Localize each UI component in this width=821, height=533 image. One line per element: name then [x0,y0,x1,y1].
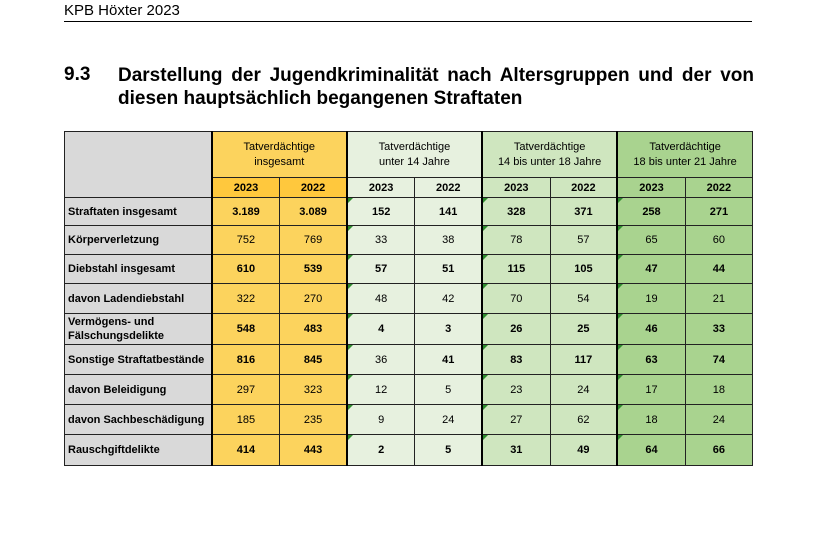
year-header: 2023 [617,178,685,198]
table-cell: 270 [280,284,347,314]
table-cell: 258 [617,198,685,226]
year-header: 2023 [212,178,280,198]
table-cell: 105 [550,255,617,284]
table-cell: 12 [347,375,415,405]
table-cell: 9 [347,405,415,435]
table-cell: 323 [280,375,347,405]
table-cell: 78 [482,226,550,255]
table-cell: 5 [415,375,482,405]
table-cell: 5 [415,435,482,466]
table-cell: 2 [347,435,415,466]
group-header-line1: Tatverdächtige [378,140,451,153]
group-header-18-to-21 [617,132,752,178]
table-cell: 62 [550,405,617,435]
table-cell: 63 [617,345,685,375]
group-header-line2: 14 bis unter 18 Jahre [497,155,602,168]
table-cell: 539 [280,255,347,284]
year-header: 2023 [347,178,415,198]
table-cell: 57 [347,255,415,284]
year-header: 2022 [550,178,617,198]
section-number: 9.3 [64,64,91,85]
table-cell: 371 [550,198,617,226]
table-cell: 185 [212,405,280,435]
table-cell: 64 [617,435,685,466]
row-label: davon Beleidigung [65,375,212,405]
table-cell: 70 [482,284,550,314]
table-cell: 117 [550,345,617,375]
table-cell: 21 [685,284,752,314]
table-cell: 18 [685,375,752,405]
table-cell: 23 [482,375,550,405]
table-cell: 24 [550,375,617,405]
row-label [65,314,212,345]
table-cell: 845 [280,345,347,375]
table-cell: 17 [617,375,685,405]
table-cell: 752 [212,226,280,255]
year-header: 2023 [482,178,550,198]
group-header-line1: Tatverdächtige [243,140,316,153]
table-row [65,314,753,345]
group-header-14-to-18 [482,132,617,178]
row-label: Diebstahl insgesamt [65,255,212,284]
table-cell: 54 [550,284,617,314]
table-cell: 38 [415,226,482,255]
table-cell: 36 [347,345,415,375]
table-cell: 18 [617,405,685,435]
table-cell: 66 [685,435,752,466]
row-label: Straftaten insgesamt [65,198,212,226]
section-title: Darstellung der Jugendkriminalität nach Altersgruppen und der von diesen hauptsächlich begangenen Straftaten [118,65,754,109]
table-cell: 41 [415,345,482,375]
row-label: davon Ladendiebstahl [65,284,212,314]
table-cell: 74 [685,345,752,375]
group-header-line1: Tatverdächtige [513,140,586,153]
table-cell: 816 [212,345,280,375]
table-cell: 24 [685,405,752,435]
group-header-total [212,132,347,178]
table-cell: 48 [347,284,415,314]
table-row [65,435,753,466]
table-cell: 19 [617,284,685,314]
table-cell: 83 [482,345,550,375]
row-label-line1: Vermögens- und [68,316,155,328]
table-cell: 49 [550,435,617,466]
header-divider [64,21,752,22]
juvenile-crime-table [64,131,753,466]
table-cell: 25 [550,314,617,345]
group-header-under-14 [347,132,482,178]
row-label: Sonstige Straftatbestände [65,345,212,375]
table-cell: 33 [347,226,415,255]
table-row [65,405,753,435]
table-cell: 3.089 [280,198,347,226]
table-cell: 443 [280,435,347,466]
table-cell: 26 [482,314,550,345]
row-label: Rauschgiftdelikte [65,435,212,466]
table-cell: 328 [482,198,550,226]
table-cell: 769 [280,226,347,255]
group-header-line2: unter 14 Jahre [378,155,450,168]
table-cell: 271 [685,198,752,226]
table-cell: 60 [685,226,752,255]
table-cell: 297 [212,375,280,405]
document-header: KPB Höxter 2023 [64,2,180,19]
table-cell: 3.189 [212,198,280,226]
table-cell: 4 [347,314,415,345]
table-cell: 51 [415,255,482,284]
table-row [65,375,753,405]
table-cell: 65 [617,226,685,255]
table-cell: 141 [415,198,482,226]
year-header: 2022 [280,178,347,198]
table-cell: 483 [280,314,347,345]
table-cell: 322 [212,284,280,314]
table-cell: 548 [212,314,280,345]
table-cell: 115 [482,255,550,284]
table-row [65,284,753,314]
table-corner [65,132,212,198]
table-cell: 24 [415,405,482,435]
year-header: 2022 [685,178,752,198]
table-cell: 33 [685,314,752,345]
table-cell: 235 [280,405,347,435]
table-cell: 47 [617,255,685,284]
group-header-line2: 18 bis unter 21 Jahre [633,155,737,168]
table-cell: 57 [550,226,617,255]
year-header: 2022 [415,178,482,198]
table-cell: 152 [347,198,415,226]
table-cell: 46 [617,314,685,345]
table-cell: 3 [415,314,482,345]
table-cell: 31 [482,435,550,466]
table-row [65,198,753,226]
table-cell: 27 [482,405,550,435]
group-header-line1: Tatverdächtige [649,140,721,153]
table-cell: 42 [415,284,482,314]
row-label: davon Sachbeschädigung [65,405,212,435]
row-label-line2: Fälschungsdelikte [68,330,164,342]
table-row [65,226,753,255]
table-row [65,345,753,375]
table-cell: 610 [212,255,280,284]
table-cell: 44 [685,255,752,284]
row-label: Körperverletzung [65,226,212,255]
table-row [65,255,753,284]
group-header-line2: insgesamt [254,155,305,168]
table-cell: 414 [212,435,280,466]
